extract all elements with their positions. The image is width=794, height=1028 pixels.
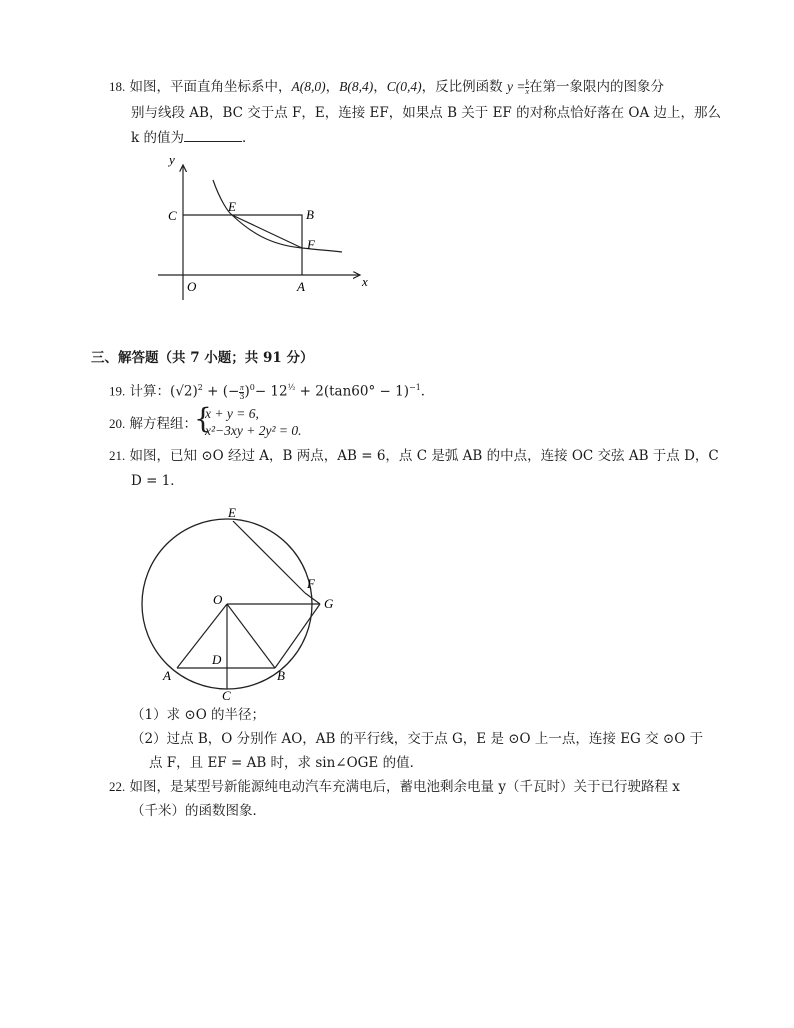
- q19-text: + 2(tan60° − 1): [295, 383, 409, 400]
- segment-gb: [275, 604, 320, 668]
- q21-sub-2-line-2: 点 F，且 EF = AB 时，求 sin∠OGE 的值．: [149, 755, 424, 771]
- q18-figure: [150, 150, 380, 305]
- q21-number: 21.: [109, 448, 126, 463]
- q18-text: 如图，平面直角坐标系中，: [129, 79, 292, 95]
- q20-equation-1: x + y = 6,: [205, 406, 259, 421]
- q19-exp: ½: [287, 383, 296, 392]
- label-c: C: [222, 688, 231, 703]
- q18-point-a: A(8,0): [291, 79, 326, 94]
- q18-sep: ，: [373, 79, 387, 95]
- q22-text: 如图，是某型号新能源纯电动汽车充满电后，蓄电池剩余电量 y（千瓦时）关于已行驶路程 x: [129, 779, 680, 795]
- q21-line-2: D = 1．: [131, 473, 184, 489]
- segment-ob: [227, 604, 275, 668]
- label-e: E: [228, 199, 236, 214]
- q21-text: 如图，已知 ⊙O 经过 A，B 两点，AB = 6，点 C 是弧 AB 的中点，连接 OC 交弦 AB 于点 D，C: [129, 448, 719, 464]
- label-y: y: [169, 152, 175, 167]
- q18-text: ．: [241, 130, 256, 146]
- q18-number: 18.: [109, 79, 126, 94]
- q19-frac-num: π: [239, 382, 244, 392]
- q20-label-line: [109, 415, 197, 433]
- q20-number: 20.: [109, 416, 126, 431]
- q18-point-b: B(8,4): [339, 79, 374, 94]
- q18-frac-den: x: [525, 87, 530, 96]
- q18-text: 在第一象限内的图象分: [529, 79, 665, 95]
- q21-sub-2-line-1: （2）过点 B，O 分别作 AO，AB 的平行线，交于点 G，E 是 ⊙O 上一点，连接 EG 交 ⊙O 于: [131, 731, 704, 747]
- q18-sep: ，: [325, 79, 340, 95]
- q19-frac-den: 3: [239, 391, 245, 401]
- label-g: G: [324, 596, 334, 611]
- q18-line-3: [131, 128, 255, 147]
- q19-text: ．: [420, 383, 435, 400]
- q20-equation-2: x²−3xy + 2y² = 0.: [205, 423, 302, 438]
- q22-number: 22.: [109, 779, 126, 794]
- q21-line-1: [109, 447, 719, 465]
- q18-func-y: y =: [506, 79, 526, 94]
- label-a: A: [297, 279, 305, 294]
- q19-text: 计算：(√2): [129, 383, 198, 400]
- system-brace: {: [194, 402, 212, 435]
- q19-text: − 12: [254, 383, 288, 400]
- q19-text: + (−: [202, 383, 240, 400]
- q19-number: 19.: [109, 383, 126, 399]
- label-a: A: [163, 668, 171, 683]
- segment-eg: [233, 521, 305, 593]
- q19-exp: 2: [197, 383, 203, 392]
- q22-line-2: （千米）的函数图象．: [131, 803, 266, 819]
- label-f: F: [307, 576, 315, 591]
- q19-exp: −1: [408, 383, 421, 392]
- label-f: F: [307, 237, 315, 252]
- segment-ef: [232, 215, 302, 248]
- q22-line-1: [109, 778, 680, 796]
- q18-point-c: C(0,4): [386, 79, 422, 94]
- q20-label: 解方程组：: [129, 416, 198, 432]
- label-x: x: [362, 274, 368, 289]
- q19-text: ): [244, 383, 250, 400]
- label-o: O: [187, 279, 197, 294]
- q18-text: ，反比例函数: [421, 79, 503, 95]
- hyperbola-curve: [213, 180, 342, 252]
- q18-frac-num: k: [525, 78, 530, 87]
- label-d: D: [212, 652, 222, 667]
- q21-figure: [135, 500, 345, 705]
- q18-line-2: 别与线段 AB，BC 交于点 F，E，连接 EF，如果点 B 关于 EF 的对称点恰好落在 OA 边上，那么: [131, 105, 721, 121]
- label-b: B: [306, 207, 314, 222]
- label-e: E: [228, 505, 236, 520]
- label-c: C: [168, 208, 177, 223]
- label-b: B: [277, 668, 285, 683]
- q18-line-1: [109, 78, 664, 96]
- q19-line: [109, 379, 434, 401]
- answer-blank[interactable]: [184, 128, 242, 142]
- q18-text: k 的值为: [131, 130, 184, 146]
- q19-exp: 0: [249, 383, 255, 392]
- label-o: O: [213, 592, 223, 607]
- q21-sub-1: （1）求 ⊙O 的半径；: [131, 707, 266, 723]
- section-title: 三、解答题（共 7 小题；共 91 分）: [91, 350, 314, 366]
